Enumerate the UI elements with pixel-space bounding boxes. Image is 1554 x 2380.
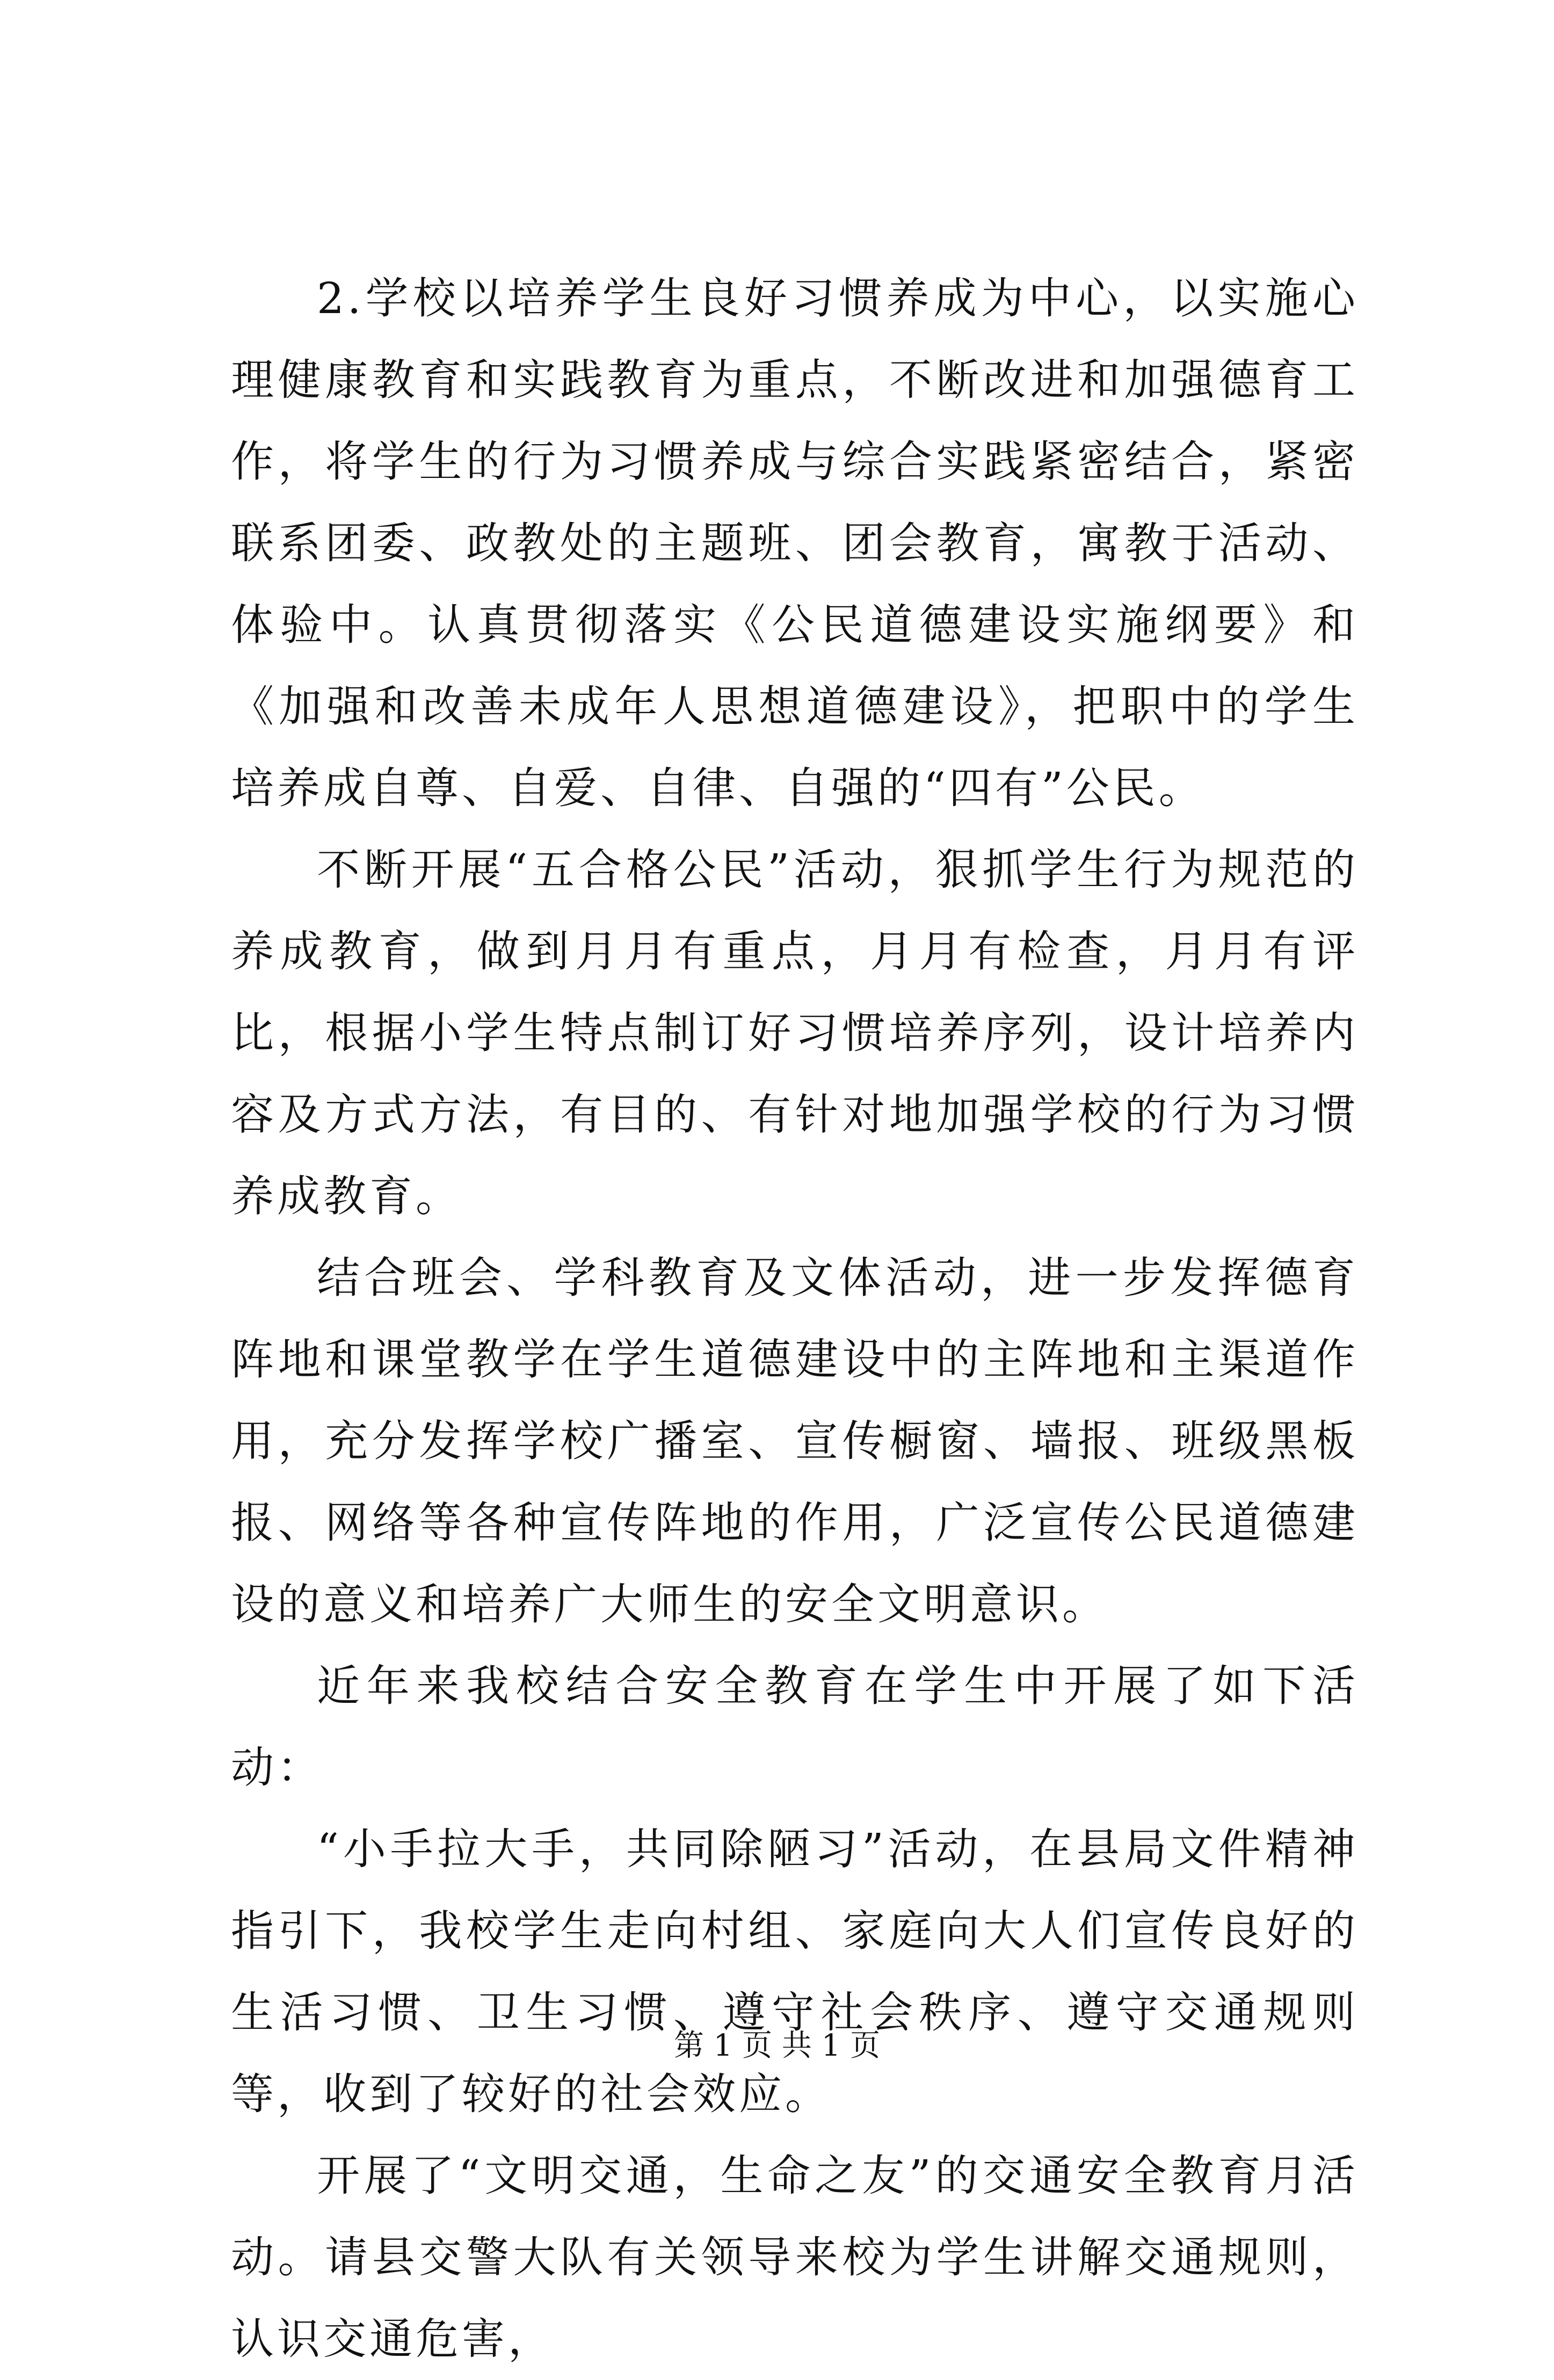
paragraph-3: 结合班会、学科教育及文体活动，进一步发挥德育阵地和课堂教学在学生道德建设中的主阵地和主渠道作用，充分发挥学校广播室、宣传橱窗、墙报、班级黑板报、网络等各种宣传阵地的作用，广泛宣传公民道德建设的意义和培养广大师生的安全文明意识。 xyxy=(231,1253,1359,1629)
paragraph-4: 近年来我校结合安全教育在学生中开展了如下活动： xyxy=(231,1661,1359,1793)
paragraph-1: 2.学校以培养学生良好习惯养成为中心，以实施心理健康教育和实践教育为重点，不断改进和加强德育工作，将学生的行为习惯养成与综合实践紧密结合，紧密联系团委、政教处的主题班、团会教育，寓教于活动、体验中。认真贯彻落实《公民道德建设实施纲要》和《加强和改善未成年人思想道德建设》，把职中的学生培养成自尊、自爱、自律、自强的“四有”公民。 xyxy=(231,273,1359,813)
paragraph-6: 开展了“文明交通，生命之友”的交通安全教育月活动。请县交警大队有关领导来校为学生讲解交通规则，认识交通危害， xyxy=(231,2151,1359,2364)
paragraph-5: “小手拉大手，共同除陋习”活动，在县局文件精神指引下，我校学生走向村组、家庭向大人们宣传良好的生活习惯、卫生习惯、遵守社会秩序、遵守交通规则等，收到了较好的社会效应。 xyxy=(231,1824,1359,2119)
page-footer: 第 1 页 共 1 页 xyxy=(673,2028,881,2063)
paragraph-2: 不断开展“五合格公民”活动，狠抓学生行为规范的养成教育，做到月月有重点，月月有检查，月月有评比，根据小学生特点制订好习惯培养序列，设计培养内容及方式方法，有目的、有针对地加强学校的行为习惯养成教育。 xyxy=(231,845,1359,1221)
